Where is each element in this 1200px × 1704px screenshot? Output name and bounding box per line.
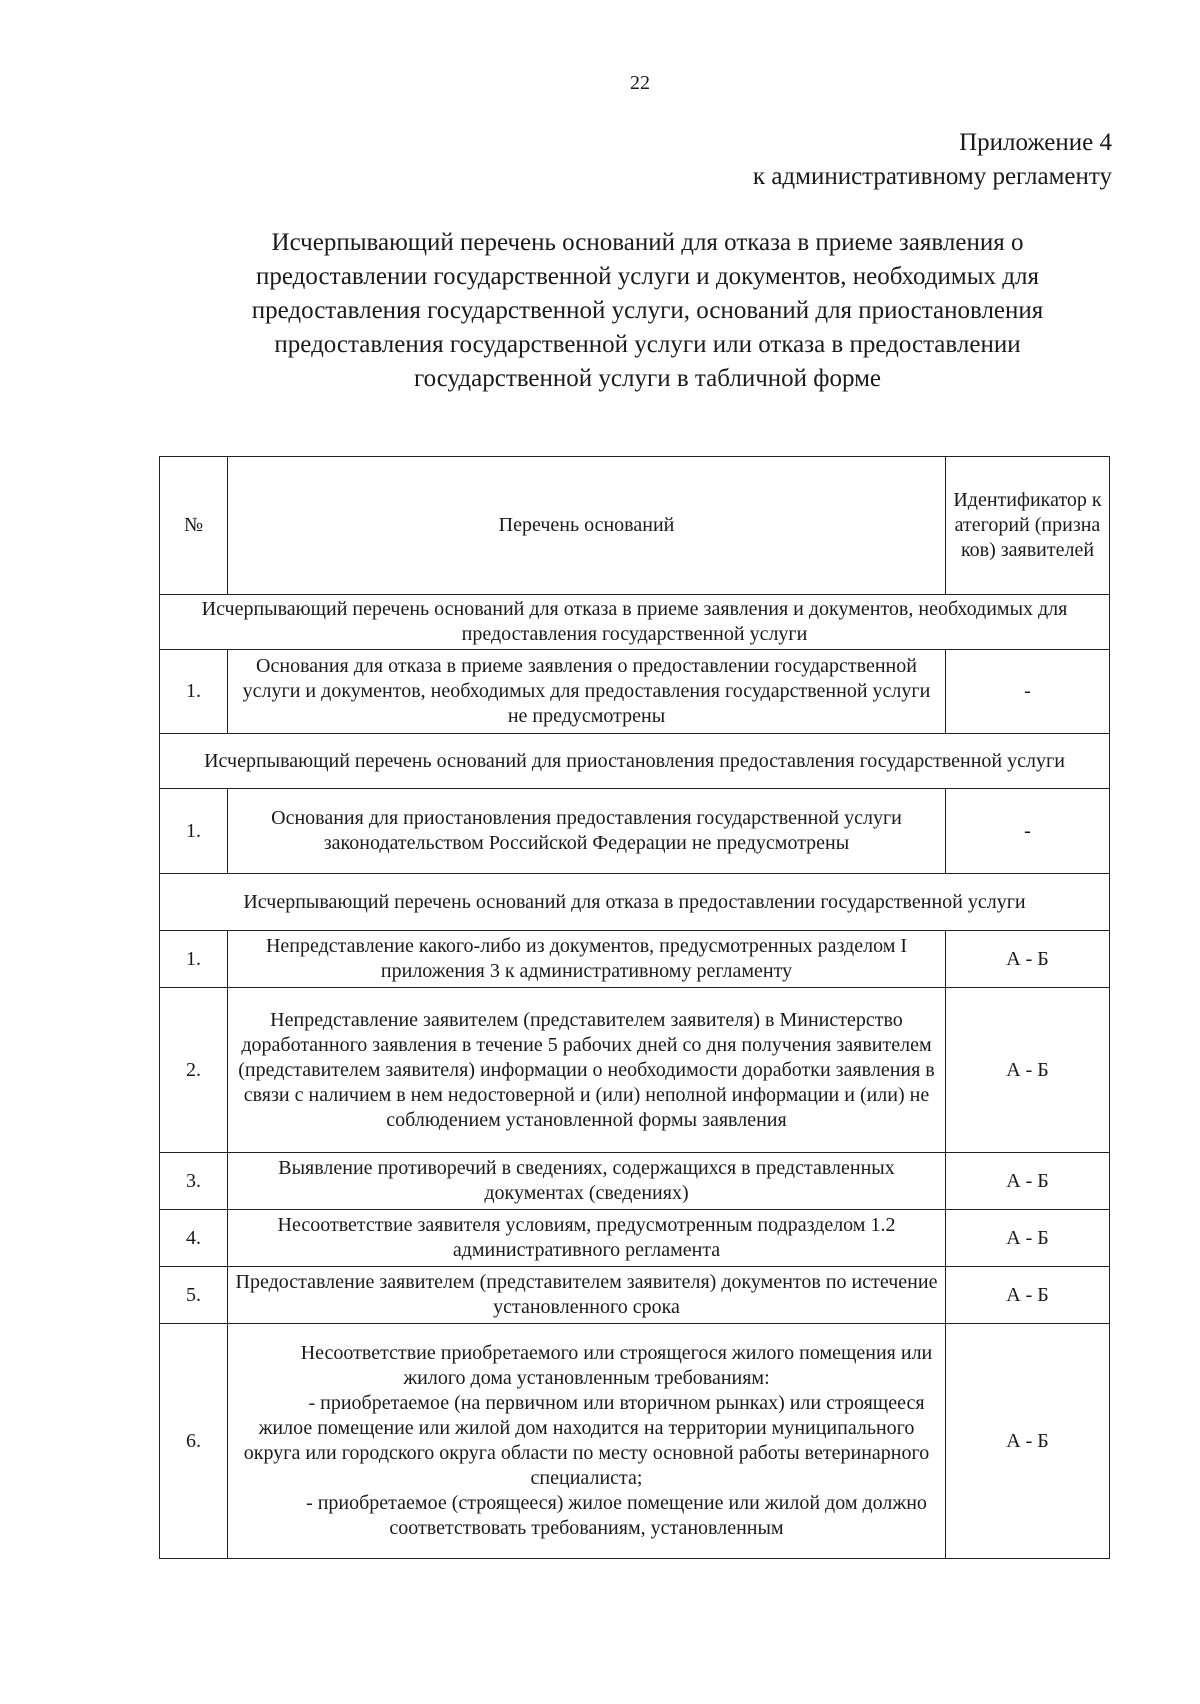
row-text: Непредставление заявителем (представителем заявителя) в Министерство доработанного заявления в течение 5 рабочих дней со дня получения заявителем (представителем заявителя) информации о необходимости доработки заявления в связи с наличием в нем недостоверной и (или) неполной информации и (или) не соблюдением установленной формы заявления (228, 988, 946, 1153)
row-number: 3. (160, 1153, 228, 1210)
section-row (160, 734, 1110, 789)
table-row (160, 1153, 1110, 1210)
appendix-reference (753, 126, 1112, 194)
table-row (160, 789, 1110, 874)
document-title: Исчерпывающий перечень оснований для отказа в приеме заявления о предоставлении государственной услуги и документов, необходимых для предоставления государственной услуги, оснований для приостановления предоставления государственной услуги или отказа в предоставлении государственной услуги в табличной форме (251, 229, 1044, 392)
row-number: 1. (160, 789, 228, 874)
row-number: 1. (160, 931, 228, 988)
table-row (160, 1210, 1110, 1267)
row-identifier: А - Б (946, 1153, 1110, 1210)
row-number: 5. (160, 1267, 228, 1324)
page-number: 22 (630, 72, 650, 94)
table-row (160, 1324, 1110, 1559)
row-text-line: Несоответствие приобретаемого или строящегося жилого помещения или жилого дома установленным требованиям: (300, 1342, 933, 1389)
table-row (160, 1267, 1110, 1324)
row-identifier: А - Б (946, 1324, 1110, 1559)
row-identifier: А - Б (946, 1210, 1110, 1267)
row-text: Основания для приостановления предоставления государственной услуги законодательством Российской Федерации не предусмотрены (228, 789, 946, 874)
row-identifier: - (946, 789, 1110, 874)
row-identifier: А - Б (946, 931, 1110, 988)
row-text: Предоставление заявителем (представителем заявителя) документов по истечение установленного срока (228, 1267, 946, 1324)
row-text: Несоответствие заявителя условиям, предусмотренным подразделом 1.2 административного регламента (228, 1210, 946, 1267)
row-number: 6. (160, 1324, 228, 1559)
table-row (160, 988, 1110, 1153)
section-title-suspension: Исчерпывающий перечень оснований для приостановления предоставления государственной услуги (160, 734, 1110, 789)
row-number: 2. (160, 988, 228, 1153)
appendix-line-2: к административному регламенту (752, 163, 1112, 190)
row-identifier: А - Б (946, 988, 1110, 1153)
section-row (160, 595, 1110, 650)
row-identifier: - (946, 650, 1110, 734)
grounds-table (159, 456, 1110, 1559)
table-header-row (160, 457, 1110, 595)
row-number: 4. (160, 1210, 228, 1267)
row-identifier: А - Б (946, 1267, 1110, 1324)
row-text: Выявление противоречий в сведениях, содержащихся в представленных документах (сведениях) (228, 1153, 946, 1210)
header-identifier: Идентификатор категорий (признаков) заявителей (946, 457, 1110, 595)
table-row (160, 931, 1110, 988)
section-title-refusal-acceptance: Исчерпывающий перечень оснований для отказа в приеме заявления и документов, необходимых для предоставления государственной услуги (160, 595, 1110, 650)
row-text-line: - приобретаемое (строящееся) жилое помещение или жилой дом должно соответствовать требованиям, установленным (306, 1492, 927, 1539)
header-grounds: Перечень оснований (228, 457, 946, 595)
row-text-line: - приобретаемое (на первичном или вторичном рынках) или строящееся жилое помещение или жилой дом находится на территории муниципального округа или городского округа области по месту основной работы ветеринарного специалиста; (243, 1392, 930, 1489)
section-title-refusal-provision: Исчерпывающий перечень оснований для отказа в предоставлении государственной услуги (160, 874, 1110, 931)
row-text: Основания для отказа в приеме заявления о предоставлении государственной услуги и документов, необходимых для предоставления государственной услуги не предусмотрены (228, 650, 946, 734)
section-row (160, 874, 1110, 931)
row-number: 1. (160, 650, 228, 734)
appendix-line-1: Приложение 4 (959, 129, 1112, 156)
header-number: № (160, 457, 228, 595)
row-text (228, 1324, 946, 1559)
row-text: Непредставление какого-либо из документов, предусмотренных разделом I приложения 3 к административному регламенту (228, 931, 946, 988)
table-row (160, 650, 1110, 734)
